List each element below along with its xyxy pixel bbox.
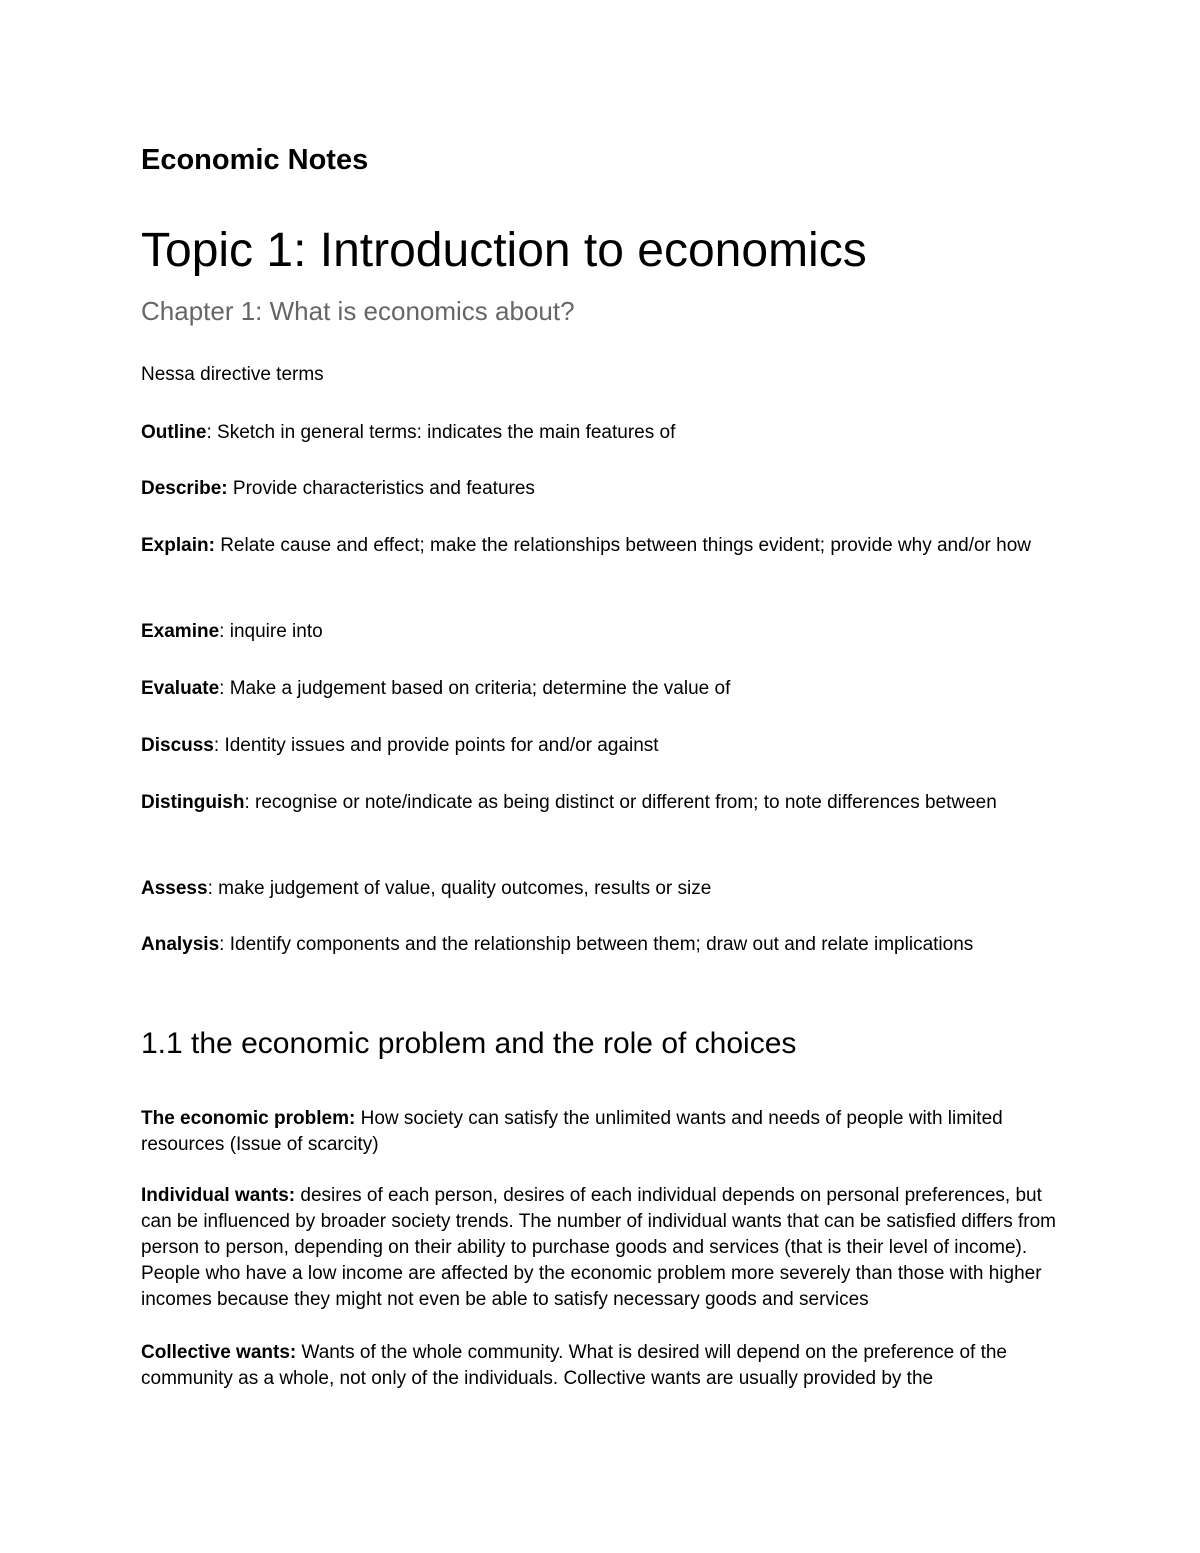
term-separator: : xyxy=(219,934,230,955)
chapter-heading: Chapter 1: What is economics about? xyxy=(141,296,575,326)
term-definition: inquire into xyxy=(229,621,323,642)
term-definition: Provide characteristics and features xyxy=(232,478,535,499)
concept-economic-problem xyxy=(141,1106,1061,1158)
term-separator: : xyxy=(213,735,225,756)
term-separator: : xyxy=(219,678,230,699)
term-label: Collective wants: xyxy=(141,1342,297,1363)
directive-discuss xyxy=(141,732,1061,761)
term-label: Analysis xyxy=(141,934,220,955)
term-label: Individual wants: xyxy=(141,1185,296,1206)
topic-heading: Topic 1: Introduction to economics xyxy=(141,224,867,277)
directive-analysis xyxy=(141,931,1061,960)
directive-assess xyxy=(141,875,1061,904)
term-definition: Make a judgement based on criteria; determine the value of xyxy=(229,678,731,699)
term-label: The economic problem: xyxy=(141,1108,356,1129)
term-definition: Identify components and the relationship between them; draw out and relate implications xyxy=(229,934,974,955)
term-definition: Relate cause and effect; make the relationships between things evident; provide why and/or how xyxy=(220,535,1031,556)
term-label: Describe: xyxy=(141,478,228,499)
term-label: Discuss xyxy=(141,735,214,756)
directive-explain xyxy=(141,532,1061,561)
term-definition: How society can satisfy the unlimited wants and needs of people with limited resources (Issue of scarcity) xyxy=(141,1108,1003,1155)
term-definition: Identity issues and provide points for and/or against xyxy=(224,735,659,756)
directive-evaluate xyxy=(141,675,1061,704)
term-label: Assess xyxy=(141,878,208,899)
term-separator: : xyxy=(207,878,219,899)
concept-individual-wants xyxy=(141,1183,1061,1313)
directive-describe xyxy=(141,475,1061,504)
document-title: Economic Notes xyxy=(141,144,369,176)
directive-examine xyxy=(141,618,1061,647)
term-separator: : xyxy=(219,621,230,642)
directive-outline xyxy=(141,419,1061,448)
term-label: Distinguish xyxy=(141,792,245,813)
term-definition: Wants of the whole community. What is desired will depend on the preference of the community as a whole, not only of the individuals. Collective wants are usually provided by the xyxy=(141,1342,1007,1389)
term-definition: Sketch in general terms: indicates the main features of xyxy=(217,422,676,443)
intro-line: Nessa directive terms xyxy=(141,364,324,385)
directive-distinguish xyxy=(141,789,1061,818)
term-label: Explain: xyxy=(141,535,215,556)
section-heading: 1.1 the economic problem and the role of choices xyxy=(141,1027,797,1060)
term-label: Examine xyxy=(141,621,220,642)
term-separator: : xyxy=(206,422,218,443)
term-definition: recognise or note/indicate as being distinct or different from; to note differences between xyxy=(255,792,997,813)
term-separator: : xyxy=(244,792,256,813)
term-label: Evaluate xyxy=(141,678,220,699)
concept-collective-wants xyxy=(141,1340,1061,1392)
term-definition: make judgement of value, quality outcomes, results or size xyxy=(218,878,712,899)
term-definition: desires of each person, desires of each individual depends on personal preferences, but can be influenced by broader society trends. The number of individual wants that can be satisfied differs from person to person, depending on their ability to purchase goods and services (that is their level of income). People who have a low income are affected by the economic problem more severely than those with higher incomes because they might not even be able to satisfy necessary goods and services xyxy=(141,1185,1056,1310)
term-label: Outline xyxy=(141,422,207,443)
